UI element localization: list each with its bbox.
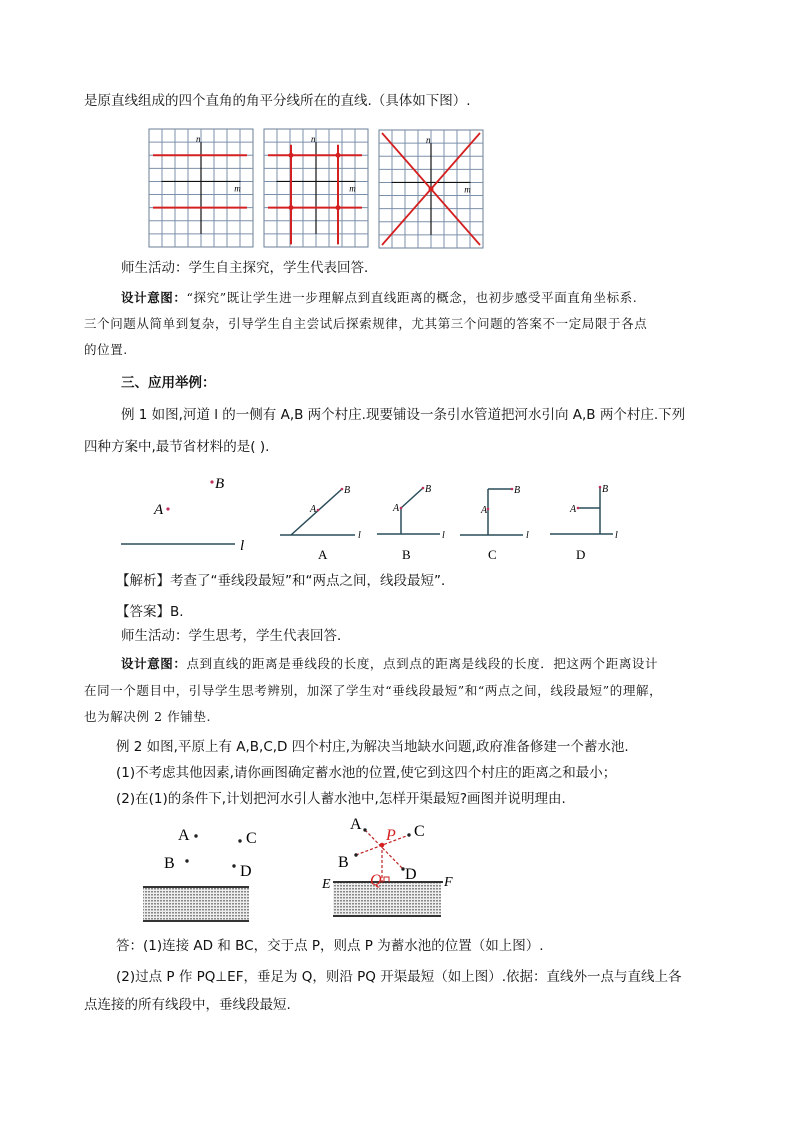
point-a-label: A xyxy=(178,827,190,844)
example-2-part-2: (2)在(1)的条件下,计划把河水引人蓄水池中,怎样开渠最短?画图并说明理由. xyxy=(116,791,566,807)
intent-text: 也为解决例 2 作铺垫. xyxy=(84,709,212,724)
point-label: A xyxy=(393,503,400,514)
point-label: l xyxy=(526,530,529,541)
option-c-label: C xyxy=(488,547,497,562)
analysis: 【解析】考查了“垂线段最短”和“两点之间，线段最短”． xyxy=(116,573,455,589)
point-b-label: B xyxy=(338,854,349,871)
point-label: B xyxy=(514,485,521,496)
option-d-label: D xyxy=(576,547,586,562)
point-c-label: C xyxy=(414,823,425,840)
point-f-label: F xyxy=(444,875,453,890)
option-a-label: A xyxy=(318,547,328,562)
axis-n-label: n xyxy=(426,135,431,145)
axis-m-label: m xyxy=(234,183,241,194)
point-label: l xyxy=(442,530,445,541)
grid-figure-1 xyxy=(149,129,253,247)
section-heading: 三、应用举例： xyxy=(121,375,216,391)
intent-text: “探究”既让学生进一步理解点到直线距离的概念，也初步感受平面直角坐标系. xyxy=(186,290,638,305)
point-label: l xyxy=(358,530,361,541)
grid-figures xyxy=(0,0,794,260)
grid-figure-3 xyxy=(379,130,483,248)
point-b-label: B xyxy=(215,476,225,492)
point-d-label: D xyxy=(240,863,252,880)
point-e-label: E xyxy=(322,877,331,892)
point-label: A xyxy=(481,505,488,516)
point-a-label: A xyxy=(154,502,164,518)
point-a-label: A xyxy=(350,816,362,833)
point-label: A xyxy=(310,504,317,515)
example-2: 例 2 如图,平原上有 A,B,C,D 四个村庄,为解决当地缺水问题,政府准备修建一个蓄水池. xyxy=(116,739,629,755)
paragraph: 是原直线组成的四个直角的角平分线所在的直线.（具体如下图）. xyxy=(84,93,471,109)
point-b-label: B xyxy=(164,855,175,872)
answer: 【答案】B. xyxy=(116,604,184,620)
axis-n-label: n xyxy=(196,134,201,144)
point-label: B xyxy=(344,485,351,496)
intent-text: 在同一个题目中，引导学生思考辨别，加深了学生对“垂线段最短”和“两点之间，线段最短”的理解， xyxy=(84,683,663,698)
example-2-figure xyxy=(100,810,700,930)
solution-1: 答：(1)连接 AD 和 BC，交于点 P，则点 P 为蓄水池的位置（如上图）. xyxy=(116,938,544,954)
point-label: B xyxy=(425,484,432,495)
teacher-activity: 师生活动：学生自主探究，学生代表回答． xyxy=(121,260,378,276)
option-b-label: B xyxy=(402,547,411,562)
point-d-label: D xyxy=(405,866,417,883)
point-label: l xyxy=(615,530,618,541)
axis-m-label: m xyxy=(464,184,471,195)
example-2-part-1: (1)不考虑其他因素,请你画图确定蓄水池的位置,使它到这四个村庄的距离之和最小； xyxy=(116,765,617,781)
teacher-activity: 师生活动：学生思考，学生代表回答． xyxy=(121,628,351,644)
point-q-label: Q xyxy=(370,872,382,889)
intent-text: 的位置. xyxy=(84,342,128,357)
intent-label: 设计意图： xyxy=(121,656,187,671)
point-label: A xyxy=(570,504,577,515)
point-c-label: C xyxy=(246,830,257,847)
intent-text: 三个问题从简单到复杂，引导学生自主尝试后探索规律，尤其第三个问题的答案不一定局限于各点 xyxy=(84,316,648,331)
intent-label: 设计意图： xyxy=(121,290,187,305)
intent-text: 点到直线的距离是垂线段的长度，点到点的距离是线段的长度．把这两个距离设计 xyxy=(186,656,659,671)
axis-m-label: m xyxy=(349,183,356,194)
grid-figure-2 xyxy=(264,129,368,247)
axis-n-label: n xyxy=(311,134,316,144)
point-p-label: P xyxy=(386,827,396,844)
solution-2-cont: 点连接的所有线段中，垂线段最短. xyxy=(84,997,291,1013)
example-1-cont: 四种方案中,最节省材料的是( ). xyxy=(84,439,270,455)
example-1: 例 1 如图,河道 l 的一侧有 A,B 两个村庄.现要铺设一条引水管道把河水引向 A,B 两个村庄.下列 xyxy=(121,407,686,423)
example-1-figure xyxy=(110,465,710,575)
point-label: B xyxy=(602,484,609,495)
river-label: l xyxy=(240,538,245,554)
solution-2: (2)过点 P 作 PQ⊥EF，垂足为 Q，则沿 PQ 开渠最短（如上图）.依据：直线外一点与直线上各 xyxy=(116,969,682,985)
